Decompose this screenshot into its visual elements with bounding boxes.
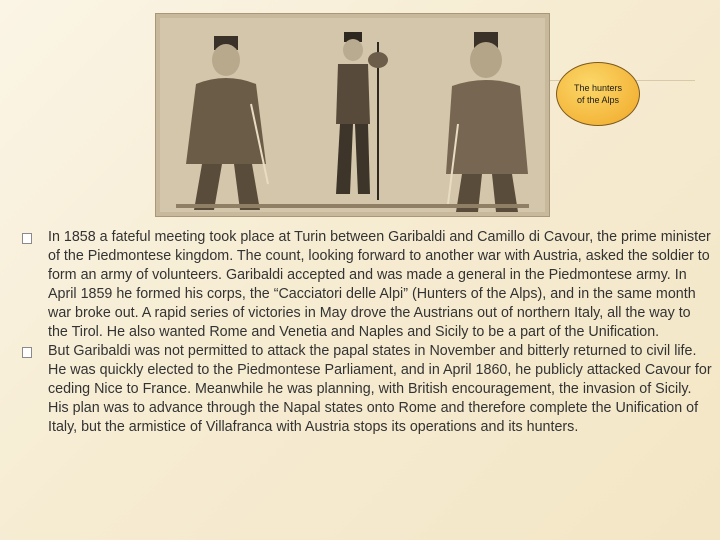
bullet-text: In 1858 a fateful meeting took place at Turin between Garibaldi and Camillo di Cavour, the prime minister of the Piedmontese kingdom. The count, looking forward to another war with Austria, asked the soldier to form an army of volunteers. Garibaldi accepted and was made a general in the Piedmontese army. In April 1859 he formed his corps, the “Cacciatori delle Alpi” (Hunters of the Alps), and in the same month war broke out. A rapid series of victories in May drove the Austrians out of northern Italy, all the way to the Tirol. He also wanted Rome and Venetia and Naples and Sicily to be a part of the Unification. xyxy=(48,229,711,340)
engraving-image xyxy=(155,13,550,217)
square-bullet-icon xyxy=(22,233,32,244)
bullet-list xyxy=(22,228,714,437)
list-item xyxy=(22,342,714,437)
square-bullet-icon xyxy=(22,347,32,358)
caption-oval xyxy=(556,62,640,126)
engraving-illustration xyxy=(156,14,549,216)
list-item xyxy=(22,228,714,342)
bullet-text: But Garibaldi was not permitted to attack the papal states in November and bitterly returned to civil life. He was quickly elected to the Piedmontese Parliament, and in April 1860, he publicly attacked Cavour for ceding Nice to France. Meanwhile he was planning, with British encouragement, the invasion of Sicily. His plan was to advance through the Napal states onto Rome and therefore complete the Unification of Italy, but the armistice of Villafranca with Austria stops its operations and its hunters. xyxy=(48,343,712,435)
caption-text: The hunters of the Alps xyxy=(573,83,623,105)
